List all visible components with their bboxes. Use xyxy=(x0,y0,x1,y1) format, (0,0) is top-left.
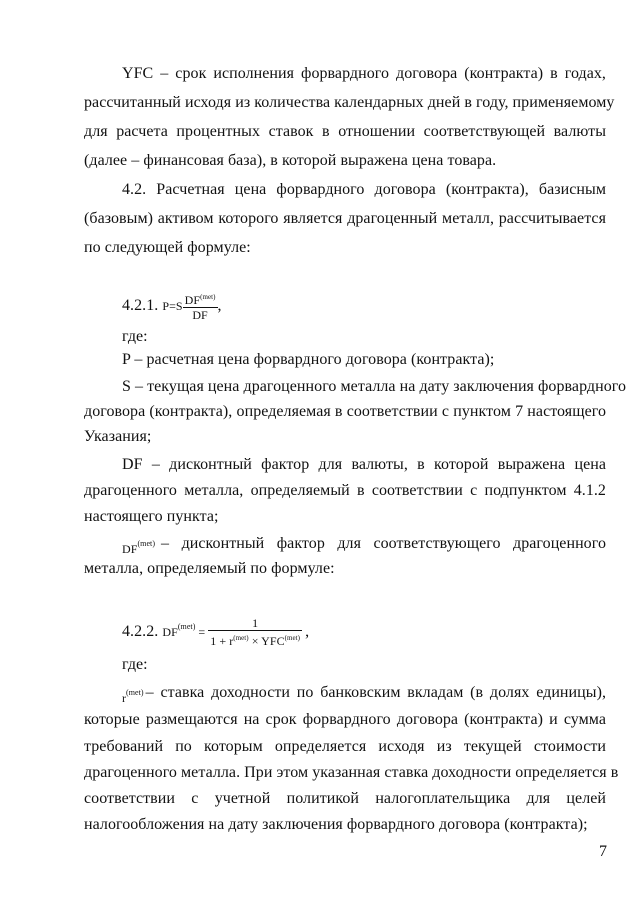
page-number: 7 xyxy=(599,843,607,860)
section-4-2-line-1: 4.2. Расчетная цена форвардного договора (контракта), базисным xyxy=(122,181,606,198)
dfmet-symbol-sup: (met) xyxy=(137,539,156,548)
formula-4-2-2-denominator xyxy=(208,631,302,648)
formula-4-2-1-denominator: DF xyxy=(192,308,208,323)
yfc-line-3: для расчета процентных ставок в отношении соответствующей валюты xyxy=(84,123,606,140)
df-definition-line-3: настоящего пункта; xyxy=(84,508,219,525)
s-definition-line-3: Указания; xyxy=(84,428,152,445)
formula-4-2-2-den-a: 1 + r xyxy=(210,634,234,649)
formula-4-2-2-den-a-sup: (met) xyxy=(233,634,249,643)
section-4-2-line-3: по следующей формуле: xyxy=(84,239,251,256)
formula-4-2-1-num-text: DF xyxy=(184,293,201,308)
formula-4-2-2-label: 4.2.2. xyxy=(122,623,159,640)
yfc-line-2: рассчитанный исходя из количества календарных дней в году, применяемому xyxy=(84,94,615,111)
yfc-line-4: (далее – финансовая база), в которой выражена цена товара. xyxy=(84,152,497,169)
formula-4-2-2-lhs: DF xyxy=(162,625,178,639)
dfmet-definition-line-2: металла, определяемый по формуле: xyxy=(84,560,335,577)
rmet-symbol-sup: (met) xyxy=(126,688,144,697)
formula-4-2-2-equals: = xyxy=(198,625,206,639)
dfmet-symbol: DF xyxy=(122,542,138,556)
where-label-2: где: xyxy=(122,656,148,673)
yfc-line-1: YFC – срок исполнения форвардного договора (контракта) в годах, xyxy=(122,65,606,82)
p-definition: P – расчетная цена форвардного договора (контракта); xyxy=(122,351,495,368)
rmet-definition-line-4: драгоценного металла. При этом указанная ставка доходности определяется в xyxy=(84,764,619,781)
formula-4-2-1-fraction xyxy=(183,290,218,322)
where-label-1: где: xyxy=(122,328,148,345)
rmet-definition-line-2: которые размещаются на срок форвардного договора (контракта) и сумма xyxy=(84,711,606,728)
dfmet-definition-text: – дисконтный фактор для соответствующего драгоценного xyxy=(161,535,606,552)
formula-4-2-2-den-b: × YFC xyxy=(248,634,285,649)
rmet-symbol-wrap xyxy=(122,683,144,708)
rmet-definition-line-3: требований по которым определяется исходя из текущей стоимости xyxy=(84,738,606,755)
rmet-definition-line-6: налогообложения на дату заключения форвардного договора (контракта); xyxy=(84,816,588,833)
rmet-definition-line-1 xyxy=(122,683,606,708)
formula-4-2-1-numerator xyxy=(183,290,218,308)
formula-4-2-2 xyxy=(122,605,309,649)
df-definition-line-2: драгоценного металла, определяемый в соответствии с подпунктом 4.1.2 xyxy=(84,482,606,499)
s-definition-line-2: договора (контракта), определяемая в соответствии с пунктом 7 настоящего xyxy=(84,403,606,420)
formula-4-2-2-tail: , xyxy=(305,623,310,640)
formula-4-2-2-numerator: 1 xyxy=(208,616,302,631)
formula-4-2-1-tail: , xyxy=(217,297,222,314)
formula-4-2-1-label: 4.2.1. xyxy=(122,297,159,314)
df-definition-line-1: DF – дисконтный фактор для валюты, в которой выражена цена xyxy=(122,456,606,473)
dfmet-symbol-wrap xyxy=(122,534,155,559)
section-4-2-line-2: (базовым) активом которого является драгоценный металл, рассчитывается xyxy=(84,210,606,227)
formula-4-2-1 xyxy=(122,286,222,326)
rmet-symbol: r xyxy=(122,691,127,705)
rmet-definition-text: – ставка доходности по банковским вкладам (в долях единицы), xyxy=(145,684,606,701)
formula-4-2-2-den-b-sup: (met) xyxy=(284,634,301,643)
s-definition-line-1: S – текущая цена драгоценного металла на дату заключения форвардного xyxy=(122,378,627,395)
formula-4-2-1-num-sup: (met) xyxy=(200,293,216,302)
formula-4-2-2-fraction xyxy=(208,616,302,648)
formula-4-2-1-lhs: P=S xyxy=(162,299,183,313)
dfmet-definition-line-1 xyxy=(122,534,606,559)
formula-4-2-2-lhs-sup: (met) xyxy=(177,622,196,631)
rmet-definition-line-5: соответствии с учетной политикой налогоплательщика для целей xyxy=(84,790,606,807)
